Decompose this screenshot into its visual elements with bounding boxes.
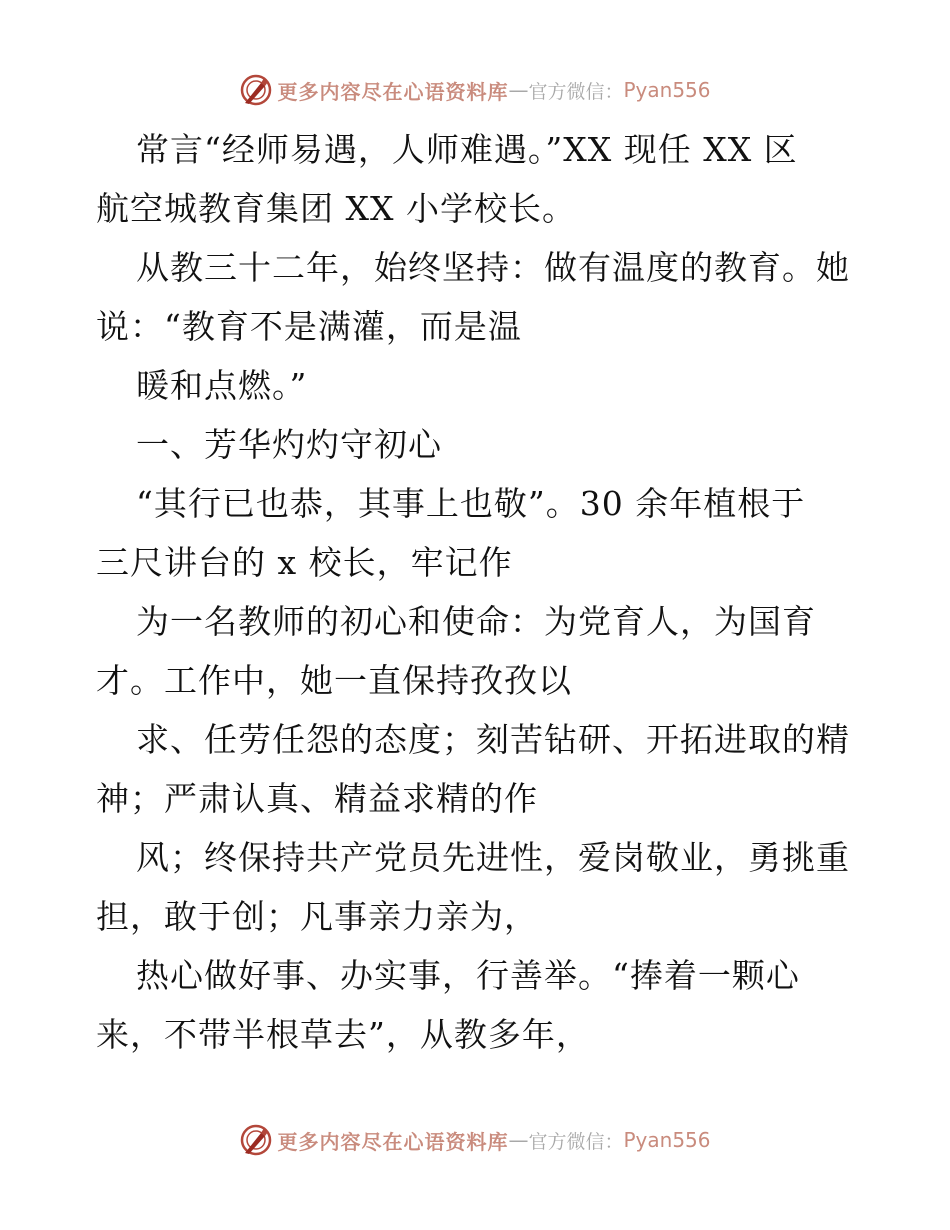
text-line: 从教三十二年，始终坚持：做有温度的教育。她 xyxy=(136,248,850,287)
pen-logo-icon xyxy=(239,1123,273,1157)
text-line: 常言“经师易遇，人师难遇。”XX 现任 XX 区 xyxy=(136,130,798,169)
text-line: 风；终保持共产党员先进性，爱岗敬业，勇挑重 xyxy=(136,838,850,877)
watermark-label: 官方微信： xyxy=(528,1130,624,1153)
watermark-id: Pyan556 xyxy=(623,1128,711,1152)
text-line: 热心做好事、办实事，行善举。“捧着一颗心 xyxy=(136,956,800,995)
text-line: 航空城教育集团 XX 小学校长。 xyxy=(96,189,576,228)
footer-watermark xyxy=(0,1120,950,1160)
text-line: 神；严肃认真、精益求精的作 xyxy=(96,779,538,818)
text-line: 担，敢于创；凡事亲力亲为， xyxy=(96,897,538,936)
watermark-dash: — xyxy=(508,78,529,102)
text-line: 来，不带半根草去”，从教多年， xyxy=(96,1015,590,1054)
document-body xyxy=(96,120,866,1064)
section-heading: 一、芳华灼灼守初心 xyxy=(136,425,442,464)
text-line: “其行已也恭，其事上也敬”。30 余年植根于 xyxy=(136,484,806,523)
watermark-text: 更多内容尽在心语资料库 xyxy=(277,79,509,104)
header-watermark xyxy=(0,70,950,110)
watermark-id: Pyan556 xyxy=(623,78,711,102)
watermark-label: 官方微信： xyxy=(528,80,624,103)
watermark-text: 更多内容尽在心语资料库 xyxy=(277,1129,509,1154)
text-line: 才。工作中，她一直保持孜孜以 xyxy=(96,661,572,700)
text-line: 三尺讲台的 x 校长，牢记作 xyxy=(96,543,513,582)
text-line: 说：“教育不是满灌，而是温 xyxy=(96,307,522,346)
text-line: 暖和点燃。” xyxy=(136,366,308,405)
text-line: 求、任劳任怨的态度；刻苦钻研、开拓进取的精 xyxy=(136,720,850,759)
watermark-dash: — xyxy=(508,1128,529,1152)
pen-logo-icon xyxy=(239,73,273,107)
text-line: 为一名教师的初心和使命：为党育人，为国育 xyxy=(136,602,816,641)
